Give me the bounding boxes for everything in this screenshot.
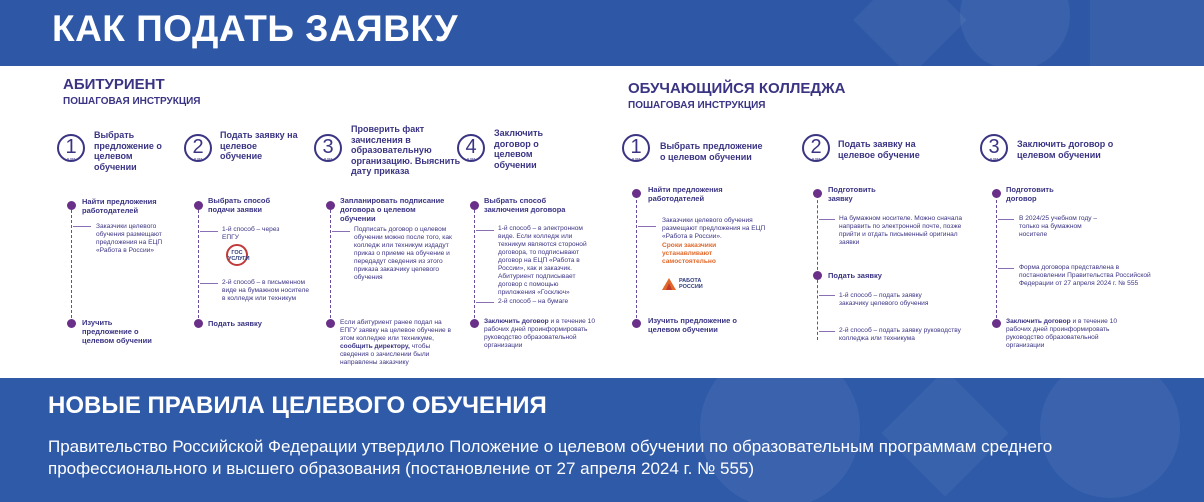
applicant-c3-text: Подписать договор о целевом обучении можно после того, как колледж или техникум издадут приказ о приеме на обучение и передадут сведения из этого приказа заказчику целевого обучения: [354, 226, 452, 281]
timeline-dot: [470, 319, 479, 328]
timeline-line: [474, 205, 475, 323]
applicant-c4-opt1: 1-й способ – в электронном виде. Если колледж или техникум являются стороной договора, то подписывают договор на ЕЦП «Работа в России», как и заказчик. Абитуриент подписывает договор с помощью приложения «Госключ»: [498, 225, 587, 296]
applicant-c2-top: Выбрать способ подачи заявки: [208, 196, 271, 214]
timeline-dot: [992, 189, 1001, 198]
college-c2-opt2: 2-й способ – подать заявку руководству колледжа или техникума: [839, 327, 961, 342]
connector: [476, 302, 494, 303]
rabota-rossii-logo: РАБОТА РОССИИ: [679, 278, 703, 290]
connector: [819, 295, 835, 296]
connector: [332, 231, 350, 232]
page-title: КАК ПОДАТЬ ЗАЯВКУ: [52, 8, 458, 49]
timeline-dot: [67, 319, 76, 328]
college-step-2-label: Подать заявку на целевое обучение: [838, 139, 920, 160]
applicant-c1-bottom: Изучить предложение о целевом обучении: [82, 318, 152, 345]
decor-circle: [960, 0, 1070, 66]
college-c3-bottom: Заключить договор и в течение 10 рабочих дней проинформировать руководство образовательной организации: [1006, 318, 1118, 349]
connector: [638, 226, 656, 227]
decor-shape: [853, 0, 966, 66]
applicant-c2-bottom: Подать заявку: [208, 319, 262, 328]
connector: [998, 268, 1014, 269]
applicant-subtitle: ПОШАГОВАЯ ИНСТРУКЦИЯ: [63, 96, 201, 107]
college-title: ОБУЧАЮЩИЙСЯ КОЛЛЕДЖА: [628, 80, 846, 97]
college-c1-deadline: Сроки заказчики устанавливают самостоятельно: [662, 242, 717, 265]
footer-title: НОВЫЕ ПРАВИЛА ЦЕЛЕВОГО ОБУЧЕНИЯ: [48, 392, 547, 419]
applicant-c2-opt1: 1-й способ – через ЕПГУ: [222, 226, 280, 241]
college-c3-top: Подготовить договор: [1006, 185, 1054, 203]
gosuslugi-logo: ГОС УСЛУГИ: [226, 244, 248, 266]
college-c2-text: На бумажном носителе. Можно сначала направить по электронной почте, позже прийти и отдать письменный оригинал заявки: [839, 215, 963, 246]
applicant-c2-opt2: 2-й способ – в письменном виде на бумажном носителе в колледж или техникум: [222, 279, 310, 302]
applicant-c1-top: Найти предложения работодателей: [82, 197, 157, 215]
footer-text: Правительство Российской Федерации утвердило Положение о целевом обучении по образовательным программам среднего профессионального и высшего образования (постановление от 27 апреля 2024 г. № 555): [48, 437, 1053, 478]
step-4-badge: 4 шаг: [457, 134, 485, 162]
timeline-dot: [632, 189, 641, 198]
timeline-dot: [470, 201, 479, 210]
college-c3-text1: В 2024/25 учебном году – только на бумажном носителе: [1019, 215, 1098, 238]
college-c2-mid: Подать заявку: [828, 271, 882, 280]
decor-shape: [1090, 0, 1204, 66]
timeline-line: [330, 205, 331, 323]
step-2-label: Подать заявку на целевое обучение: [220, 130, 298, 161]
timeline-line: [198, 205, 199, 323]
college-step-3-badge: 3 шаг: [980, 134, 1008, 162]
step-1-badge: 1 шаг: [57, 134, 85, 162]
timeline-dot: [992, 319, 1001, 328]
step-1-label: Выбрать предложение о целевом обучении: [94, 130, 162, 172]
step-3-badge: 3 шаг: [314, 134, 342, 162]
connector: [73, 226, 91, 227]
college-c1-text: Заказчики целевого обучения размещают предложения на ЕЦП «Работа в России».: [662, 217, 766, 240]
applicant-c4-opt2: 2-й способ – на бумаге: [498, 298, 569, 305]
connector: [819, 219, 835, 220]
connector: [476, 230, 494, 231]
college-step-3-label: Заключить договор о целевом обучении: [1017, 139, 1114, 160]
timeline-dot: [194, 201, 203, 210]
timeline-line: [817, 280, 818, 340]
timeline-dot: [326, 319, 335, 328]
applicant-c3-bottom: Если абитуриент ранее подал на ЕПГУ заявку на целевое обучение в этом колледже или техникуме, сообщить директору, чтобы сведения о зачислении были направлены заказчику: [340, 319, 452, 366]
timeline-line: [636, 195, 637, 323]
timeline-dot: [67, 201, 76, 210]
step-3-label: Проверить факт зачисления в образовательную организацию. Выяснить дату приказа: [351, 124, 461, 176]
college-step-1-badge: 1 шаг: [622, 134, 650, 162]
applicant-c3-top: Запланировать подписание договора о целевом обучении: [340, 196, 445, 223]
connector: [200, 231, 218, 232]
college-c1-top: Найти предложения работодателей: [648, 185, 723, 203]
college-c2-opt1: 1-й способ – подать заявку заказчику целевого обучения: [839, 292, 929, 307]
college-c2-top: Подготовить заявку: [828, 185, 876, 203]
timeline-line: [817, 195, 818, 275]
applicant-c4-top: Выбрать способ заключения договора: [484, 196, 566, 214]
timeline-dot: [813, 189, 822, 198]
connector: [819, 331, 835, 332]
connector: [998, 219, 1014, 220]
connector: [200, 283, 218, 284]
applicant-title: АБИТУРИЕНТ: [63, 76, 165, 93]
applicant-c1-text: Заказчики целевого обучения размещают предложения на ЕЦП «Работа в России»: [96, 223, 163, 254]
timeline-dot: [632, 319, 641, 328]
timeline-line: [71, 205, 72, 323]
timeline-dot: [194, 319, 203, 328]
timeline-line: [996, 195, 997, 323]
step-2-badge: 2 шаг: [184, 134, 212, 162]
college-c3-text2: Форма договора представлена в постановлении Правительства Российской Федерации от 27 апреля 2024 г. № 555: [1019, 264, 1151, 287]
timeline-dot: [326, 201, 335, 210]
college-c1-bottom: Изучить предложение о целевом обучении: [648, 316, 737, 334]
timeline-dot: [813, 271, 822, 280]
college-step-2-badge: 2 шаг: [802, 134, 830, 162]
rabota-rossii-icon: [662, 278, 676, 290]
step-4-label: Заключить договор о целевом обучении: [494, 128, 544, 170]
college-subtitle: ПОШАГОВАЯ ИНСТРУКЦИЯ: [628, 100, 766, 111]
applicant-c4-bottom: Заключить договор и в течение 10 рабочих дней проинформировать руководство образовательной организации: [484, 318, 596, 349]
college-step-1-label: Выбрать предложение о целевом обучении: [660, 141, 763, 162]
